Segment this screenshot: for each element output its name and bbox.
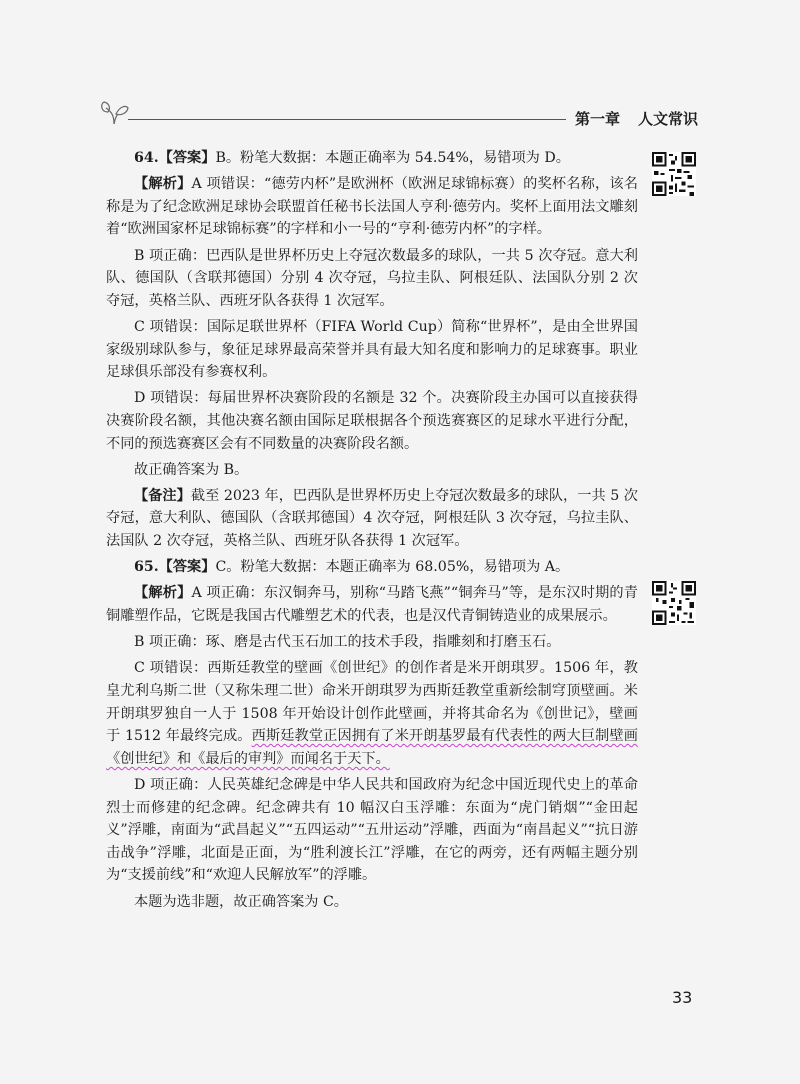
q65-explanation-a: 【解析】A 项正确：东汉铜奔马，别称“马踏飞燕”“铜奔马”等，是东汉时期的青铜雕塑作品，它既是我国古代雕塑艺术的代表，也是汉代青铜铸造业的成果展示。 — [106, 585, 638, 625]
document-body — [106, 147, 638, 917]
q65-explain-tag: 【解析】 — [134, 585, 192, 602]
header-rule — [128, 119, 566, 120]
q65-explanation-b: B 项正确：琢、磨是古代玉石加工的技术手段，指雕刻和打磨玉石。 — [134, 634, 561, 651]
q65-explanation-d: D 项正确：人民英雄纪念碑是中华人民共和国政府为纪念中国近现代史上的革命烈士而修建的纪念碑。纪念碑共有 10 幅汉白玉浮雕：东面为“虎门销烟”“金田起义”浮雕，南面为“武昌起义”“五四运动”“五卅运动”浮雕，西面为“南昌起义”“抗日游击战争”浮雕，北面是正面，为“胜利渡长江”浮雕，在它的两旁，还有两幅主题分别为“支援前线”和“欢迎人民解放军”的浮雕。 — [106, 776, 638, 884]
q64-explanation-c: C 项错误：国际足联世界杯（FIFA World Cup）简称“世界杯”，是由全世界国家级别球队参与，象征足球界最高荣誉并具有最大知名度和影响力的足球赛事。职业足球俱乐部没有参赛权利。 — [106, 318, 638, 381]
q65-answer: 65.【答案】C。粉笔大数据：本题正确率为 68.05%，易错项为 A。 — [134, 559, 570, 576]
q64-note-tag: 【备注】 — [134, 487, 191, 504]
q64-explanation-d: D 项错误：每届世界杯决赛阶段的名额是 32 个。决赛阶段主办国可以直接获得决赛阶段名额，其他决赛名额由国际足联根据各个预选赛赛区的足球水平进行分配，不同的预选赛赛区会有不同数量的决赛阶段名额。 — [106, 390, 638, 452]
q65-explanation-c: C 项错误：西斯廷教堂的壁画《创世纪》的创作者是米开朗琪罗。1506 年，教皇尤利乌斯二世（又称朱理二世）命米开朗琪罗为西斯廷教堂重新绘制穹顶壁画。米开朗琪罗独自一人于 1508 年开始设计创作此壁画，并将其命名为《创世记》，壁画于 1512 年最终完成。西斯廷教堂正因拥有了米开朗基罗最有代表性的两大巨制壁画《创世纪》和《最后的审判》而闻名于天下。 — [106, 660, 638, 767]
qr-code-icon[interactable] — [652, 581, 696, 625]
chapter-number: 第一章 — [575, 110, 621, 128]
qr-code-icon[interactable] — [652, 152, 696, 196]
q64-note: 【备注】截至 2023 年，巴西队是世界杯历史上夺冠次数最多的球队，一共 5 次夺冠，意大利队、德国队（含联邦德国）4 次夺冠，阿根廷队 3 次夺冠，乌拉圭队、法国队 2 次夺冠，英格兰队、西班牙队各获得 1 次冠军。 — [106, 487, 638, 550]
chapter-title: 人文常识 — [638, 110, 699, 128]
q64-explanation-b: B 项正确：巴西队是世界杯历史上夺冠次数最多的球队，一共 5 次夺冠。意大利队、德国队（含联邦德国）分别 4 次夺冠，乌拉圭队、阿根廷队、法国队分别 2 次夺冠，英格兰队、西班牙队各获得 1 次冠军。 — [106, 247, 638, 309]
chapter-header — [575, 108, 698, 129]
page-number: 33 — [672, 988, 693, 1007]
q64-answer: 64.【答案】B。粉笔大数据：本题正确率为 54.54%，易错项为 D。 — [134, 150, 570, 166]
q64-answer-tag: 64.【答案】 — [134, 150, 216, 166]
leaf-ornament-icon — [100, 100, 130, 126]
q65-answer-tag: 65.【答案】 — [134, 559, 216, 576]
q64-conclusion: 故正确答案为 B。 — [134, 461, 249, 478]
highlighted-text: 西斯廷教堂正因拥有了米开朗基罗最有代表性的两大巨制壁画《创世纪》和《最后的审判》而闻名于天下。 — [106, 728, 638, 767]
q64-explanation-a: 【解析】A 项错误：“德劳内杯”是欧洲杯（欧洲足球锦标赛）的奖杯名称，该名称是为了纪念欧洲足球协会联盟首任秘书长法国人亨利·德劳内。奖杯上面用法文雕刻着“欧洲国家杯足球锦标赛”的字样和小一号的“亨利·德劳内杯”的字样。 — [106, 176, 638, 238]
q64-explain-tag: 【解析】 — [134, 176, 192, 193]
q65-conclusion: 本题为选非题，故正确答案为 C。 — [134, 893, 348, 910]
